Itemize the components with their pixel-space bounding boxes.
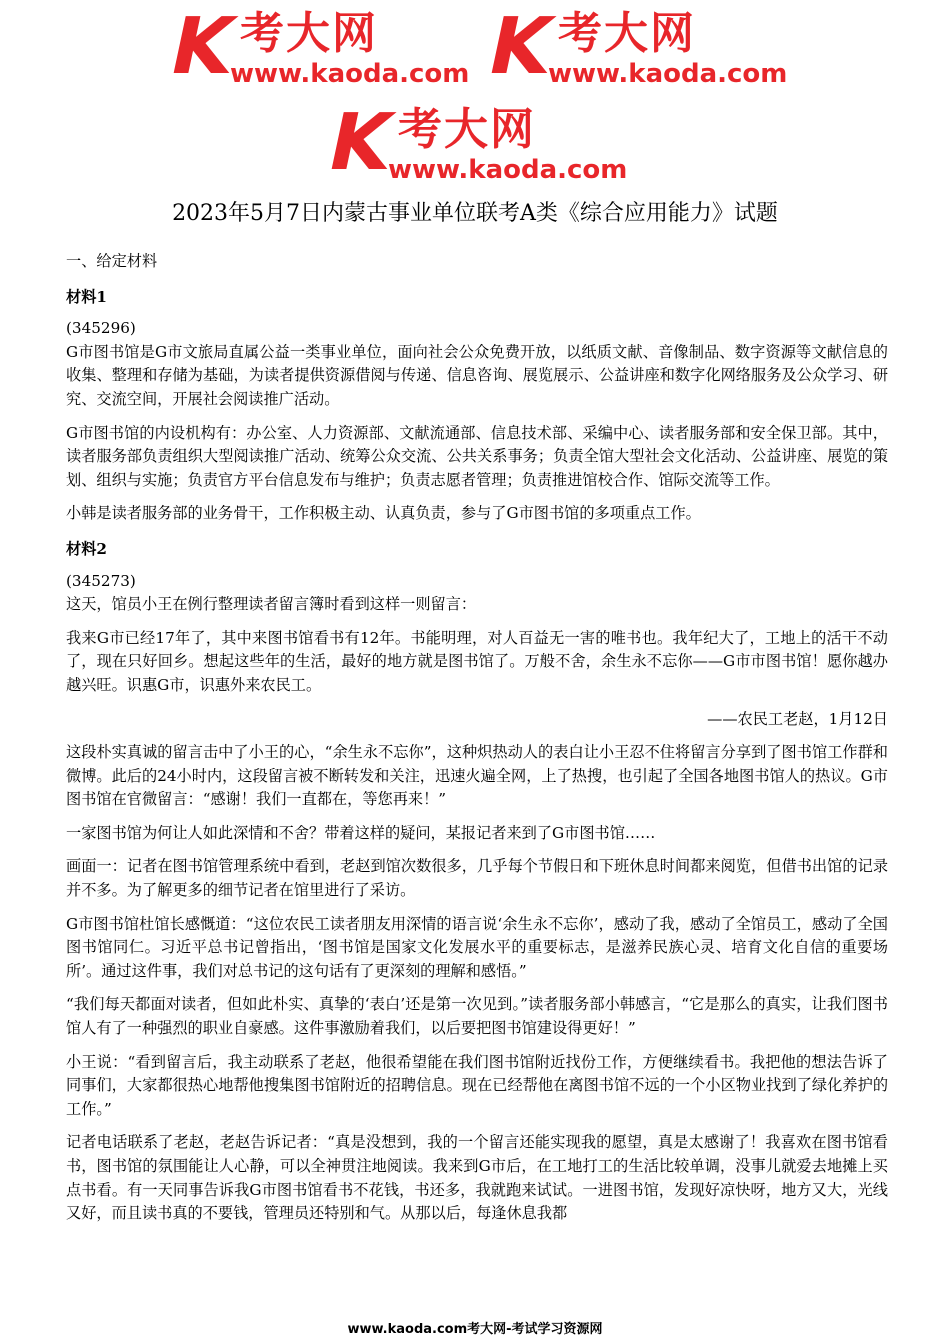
logo-url: www.kaoda.com [230,59,470,89]
logo-k-mark: K [162,2,243,92]
paragraph: G市图书馆的内设机构有：办公室、人力资源部、文献流通部、信息技术部、采编中心、读者服务部和安全保卫部。其中，读者服务部负责组织大型阅读推广活动、统筹公众交流、公共关系事务；负责全馆大型社会文化活动、公益讲座、展览的策划、组织与实施；负责官方平台信息发布与维护；负责志愿者管理；负责推进馆校合作、馆际交流等工作。 [66,423,888,489]
logo-name: 考大网 [240,8,378,59]
paragraph: 记者电话联系了老赵，老赵告诉记者：“真是没想到，我的一个留言还能实现我的愿望，真是太感谢了！我喜欢在图书馆看书，图书馆的氛围能让人心静，可以全神贯注地阅读。我来到G市后，在工地打工的生活比较单调，没事儿就爱去地摊上买点书看。有一天同事告诉我G市图书馆看书不花钱，书还多，我就跑来试试。一进图书馆，发现好凉快呀，地方又大，光线又好，而且读书真的不要钱，管理员还特别和气。从那以后，每逢休息我都 [66,1133,888,1223]
material-code: (345296) [66,319,136,338]
logo-name: 考大网 [398,104,536,155]
logo-name: 考大网 [558,8,696,59]
document-body [66,250,888,1236]
paragraph: 小韩是读者服务部的业务骨干，工作积极主动、认真负责，参与了G市图书馆的多项重点工作。 [66,504,701,523]
section-heading: 一、给定材料 [66,252,158,270]
paragraph: “我们每天都面对读者，但如此朴实、真挚的‘表白’还是第一次见到。”读者服务部小韩感言，“它是那么的真实，让我们图书馆人有了一种强烈的职业自豪感。这件事激励着我们，以后要把图书馆建设得更好！” [66,995,888,1038]
message-signature: ——农民工老赵，1月12日 [707,709,888,728]
paragraph: 画面一：记者在图书馆管理系统中看到，老赵到馆次数很多，几乎每个节假日和下班休息时间都来阅览，但借书出馆的记录并不多。为了解更多的细节记者在馆里进行了采访。 [66,857,888,900]
kaoda-logo [480,2,820,92]
paragraph: G市图书馆杜馆长感慨道：“这位农民工读者朋友用深情的语言说‘余生永不忘你’，感动了我，感动了全馆员工，感动了全国图书馆同仁。习近平总书记曾指出，‘图书馆是国家文化发展水平的重要标志，是滋养民族心灵、培育文化自信的重要场所’。通过这件事，我们对总书记的这句话有了更深刻的理解和感悟。” [66,914,888,980]
logo-k-mark: K [320,98,401,188]
logo-url: www.kaoda.com [388,155,628,185]
paragraph: 一家图书馆为何让人如此深情和不舍？带着这样的疑问，某报记者来到了G市图书馆…… [66,823,656,842]
paragraph-intro: 这天，馆员小王在例行整理读者留言簿时看到这样一则留言： [66,595,477,614]
reader-message: 我来G市已经17年了，其中来图书馆看书有12年。书能明理，对人百益无一害的唯书也。我年纪大了，工地上的活干不动了，现在只好回乡。想起这些年的生活，最好的地方就是图书馆了。万般不舍，余生永不忘你——G市市图书馆！愿你越办越兴旺。识惠G市，识惠外来农民工。 [66,628,888,694]
material-heading: 材料2 [66,539,107,558]
document-title: 2023年5月7日内蒙古事业单位联考A类《综合应用能力》试题 [172,201,778,226]
logo-url: www.kaoda.com [548,59,788,89]
kaoda-logo [162,2,502,92]
material-code: (345273) [66,571,136,590]
kaoda-logo [320,98,660,188]
page-footer: www.kaoda.com考大网-考试学习资源网 [347,1322,603,1337]
logo-k-mark: K [480,2,561,92]
paragraph: G市图书馆是G市文旅局直属公益一类事业单位，面向社会公众免费开放，以纸质文献、音像制品、数字资源等文献信息的收集、整理和存储为基础，为读者提供资源借阅与传递、信息咨询、展览展示、公益讲座和数字化网络服务及公众学习、研究、交流空间，开展社会阅读推广活动。 [66,342,888,408]
paragraph: 小王说：“看到留言后，我主动联系了老赵，他很希望能在我们图书馆附近找份工作，方便继续看书。我把他的想法告诉了同事们，大家都很热心地帮他搜集图书馆附近的招聘信息。现在已经帮他在离图书馆不远的一个小区物业找到了绿化养护的工作。” [66,1052,888,1118]
material-heading: 材料1 [66,287,107,306]
paragraph: 这段朴实真诚的留言击中了小王的心，“余生永不忘你”，这种炽热动人的表白让小王忍不住将留言分享到了图书馆工作群和微博。此后的24小时内，这段留言被不断转发和关注，迅速火遍全网，上了热搜，也引起了全国各地图书馆人的热议。G市图书馆在官微留言：“感谢！我们一直都在，等您再来！” [66,743,888,809]
